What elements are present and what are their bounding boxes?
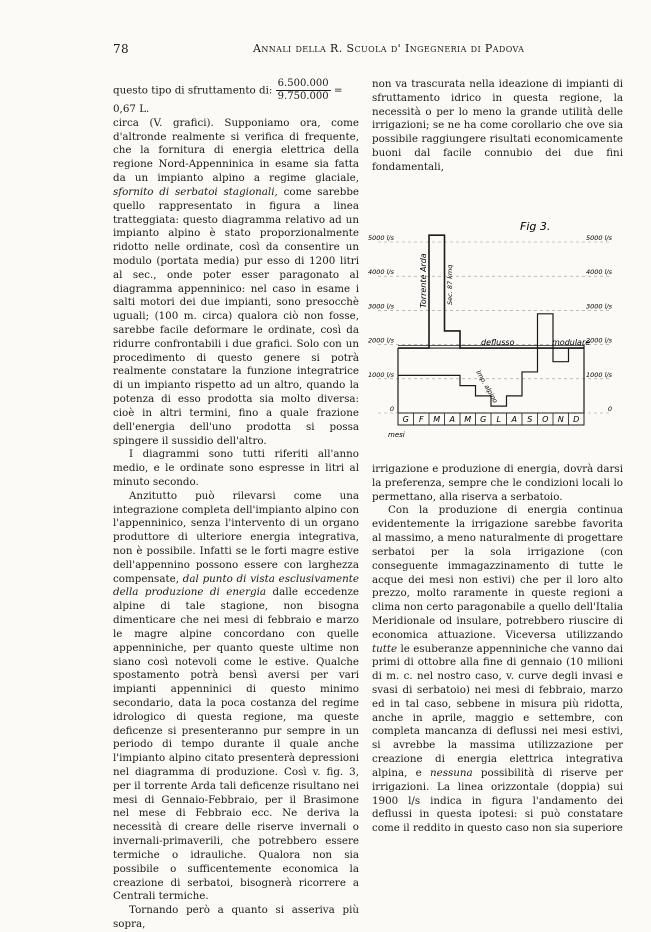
- paragraph-2: I diagrammi sono tutti riferiti all'anno medio, e le ordinate sono espresse in litri al minuto secondo.: [113, 448, 359, 488]
- paragraph-1: [113, 117, 359, 449]
- paragraph-1-text-a: circa (V. grafici). Supponiamo ora, come d'altronde realmente si verifica di frequente, che la fornitura di energia elettrica della regione Nord-Appenninica in esame sia fatta da un impianto alpino a regime glaciale,: [113, 116, 359, 185]
- month-label: M: [464, 415, 472, 424]
- month-label: D: [573, 415, 580, 424]
- formula-denominator: 9.750.000: [277, 91, 329, 102]
- month-label: M: [433, 415, 441, 424]
- torrent-label: Torrente Arda: [419, 253, 428, 308]
- paragraph-1-emphasis: sfornito di serbatoi stagionali,: [113, 185, 278, 198]
- right-axis-label: 2000 l/s: [586, 336, 612, 345]
- left-axis-label: 1000 l/s: [368, 370, 394, 379]
- month-label: N: [557, 415, 564, 424]
- paragraph-4: Tornando però a quanto si asseriva più sopra,: [113, 904, 359, 930]
- month-label: S: [527, 415, 533, 424]
- left-column: [113, 78, 359, 932]
- month-axis-label: mesi: [388, 431, 405, 439]
- left-axis-label: 0: [389, 405, 394, 413]
- formula-intro: questo tipo di sfruttamento di:: [113, 84, 273, 97]
- left-axis-label: 5000 l/s: [368, 234, 394, 242]
- month-label: F: [418, 415, 424, 424]
- month-label: G: [480, 415, 487, 424]
- right-axis-label: 5000 l/s: [586, 234, 612, 242]
- deflusso-label: deflusso: [481, 338, 515, 347]
- right-axis-label: 1000 l/s: [586, 370, 612, 379]
- right-p2-text-b: le esuberanze appenniniche che vanno dai primi di ottobre alla fine di gennaio (10 milioni di m. c. nel nostro caso, v. curve degli invasi e svasi di serbatoio) nei mesi di febbraio, marzo ed in tal caso, sebbene in misura più ridotta, anche in aprile, maggio e settembre, con completa mancanza di deflussi nei mesi estivi, si avrebbe la massima utilizzazione per creazione di energia elettrica integrativa alpina, e: [372, 642, 623, 779]
- figure-3: [360, 160, 625, 450]
- alpine-label: Imp. alpino: [474, 369, 500, 405]
- running-title: Annali della R. Scuola d' Ingegneria di Padova: [253, 42, 525, 55]
- left-axis-label: 2000 l/s: [368, 336, 394, 345]
- right-column-bottom: [372, 463, 623, 836]
- left-axis-label: 4000 l/s: [368, 268, 394, 277]
- torrent-sub-label: Sec. 87 kmq: [446, 264, 454, 305]
- paragraph-1-text-b: come sarebbe quello rappresentato in figura a linea tratteggiata: questo diagramma relativo ad un impianto alpino è stato proporzionalmente ridotto nelle ordinate, così da consentire un modulo (portata media) pur esso di 1200 litri al sec., onde poter esser paragonato al diagramma appenninico: nel caso in esame i salti motori dei due impianti, sono presocchè uguali; (100 m. circa) qualora ciò non fosse, sarebbe facile deformare le ordinate, così da ridurre confrontabili i due grafici. Solo con un procedimento di questo genere si potrà realmente constatare la funzione integratrice di un impianto rispetto ad un altro, quando la potenza di esso prodotta sia molto diversa: cioè in altri termini, fino a quale frazione dell'energia dell'uno prodotta si possa spingere il sussidio dell'altro.: [113, 185, 360, 447]
- right-bottom-paragraph-1: irrigazione e produzione di energia, dovrà darsi la preferenza, sempre che le condizioni locali lo permettano, alla riserva a serbatoio.: [372, 463, 623, 503]
- right-axis-label: 3000 l/s: [586, 302, 612, 311]
- formula-fraction: [276, 78, 331, 103]
- paragraph-3: [113, 490, 359, 904]
- right-axis-label: 0: [607, 405, 612, 413]
- formula-result: = 0,67 L.: [113, 84, 343, 115]
- month-label: A: [511, 415, 517, 424]
- figure-title: Fig 3.: [520, 220, 551, 233]
- right-bottom-paragraph-2: [372, 504, 623, 836]
- page-number: 78: [113, 42, 130, 56]
- month-label: O: [542, 415, 549, 424]
- month-label: L: [496, 415, 501, 424]
- right-top-paragraph: non va trascurata nella ideazione di impianti di sfruttamento idrico in questa regione, la necessità o per lo meno la grande utilità delle irrigazioni; se ne ha come corollario che ove sia possibile raggiungere risultati economicamente buoni dal facile connubio dei due fini fondamentali,: [372, 78, 623, 173]
- formula-line: [113, 78, 359, 117]
- right-axis-label: 4000 l/s: [586, 268, 612, 277]
- paragraph-3-emphasis: dal punto di vista esclusivamente della produzione di energia: [113, 572, 360, 599]
- modulare-label: modulare: [552, 338, 591, 347]
- right-p2-text-a: Con la produzione di energia continua evidentemente la irrigazione sarebbe favorita al massimo, a meno naturalmente di progettare serbatoi per la sola irrigazione (con conseguente immagazzinamento di tutte le acque dei mesi non estivi) che per il loro alto prezzo, molto raramente in queste regioni a clima non certo paragonabile a quello dell'Italia Meridionale od insulare, potrebbero riuscire di economica attuazione. Viceversa utilizzando: [372, 504, 623, 641]
- paragraph-3-text-a: Anzitutto può rilevarsi come una integrazione completa dell'impianto alpino con l'appenninico, senza l'intervento di un organo produttore di ulteriore energia integrativa, non è possibile. Infatti se le forti magre estive dell'appennino possono essere con larghezza compensate,: [113, 489, 359, 585]
- right-p2-emphasis-2: nessuna: [429, 766, 473, 779]
- left-axis-label: 3000 l/s: [368, 302, 394, 311]
- right-p2-emphasis: tutte: [372, 642, 398, 655]
- month-label: A: [449, 415, 455, 424]
- right-p2-text-c: possibilità di riserve per irrigazioni. La linea orizzontale (doppia) sui 1900 l/s indica in figura l'andamento dei deflussi in questa ipotesi: si può constatare come il reddito in questo caso non sia superiore: [372, 766, 623, 835]
- month-label: G: [402, 415, 409, 424]
- formula-numerator: 6.500.000: [277, 78, 329, 89]
- paragraph-3-text-b: dalle eccedenze alpine di tale stagione, non bisogna dimenticare che nei mesi di febbraio e marzo le magre alpine concordano con quelle appenniniche, per quanto queste ultime non siano così notevoli come le estive. Qualche spostamento potrà bensì aversi per vari impianti appenninici di questo minimo secondario, data la poca costanza del regime idrologico di questa regione, ma queste deficenze si presenteranno pur sempre in un periodo di tempo durante il quale anche l'impianto alpino citato presenterà depressioni nel diagramma di produzione. Così v. fig. 3, per il torrente Arda tali deficenze risultano nei mesi di Gennaio-Febbraio, per il Brasimone nel mese di Febbraio ecc. Ne deriva la necessità di creare delle riserve invernali o invernali-primaverili, che potrebbero essere termiche o idrauliche. Qualora non sia possibile o sufficentemente economica la creazione di serbatoi, bisognerà ricorrere a Centrali termiche.: [113, 586, 359, 903]
